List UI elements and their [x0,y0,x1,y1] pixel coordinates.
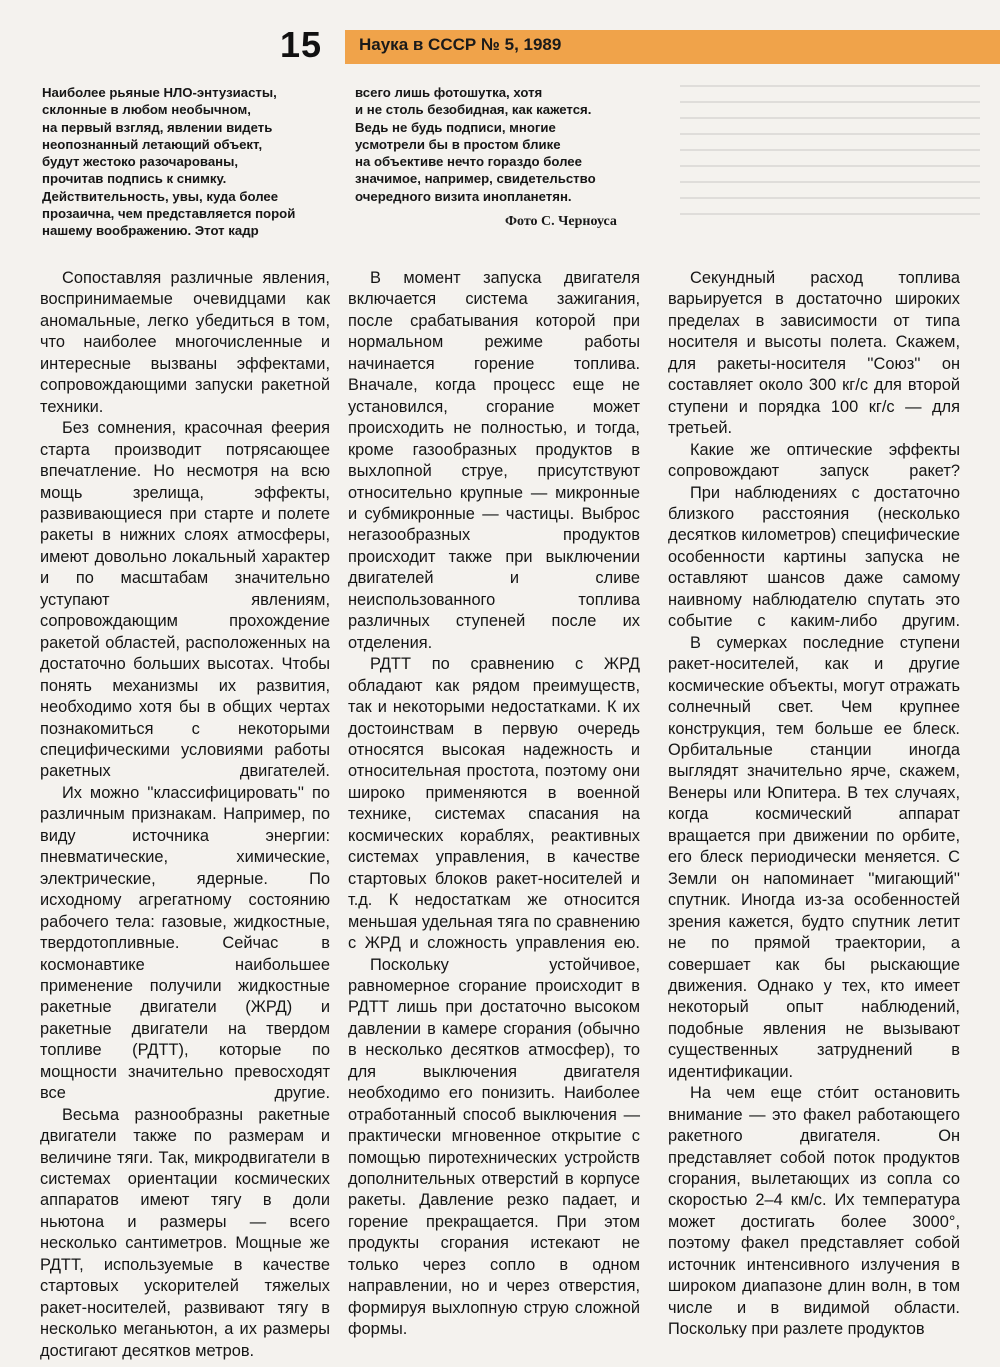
faded-bleed-through [680,85,980,215]
paragraph: В момент запуска двигателя включается система зажигания, после срабатывания которой при нормальном режиме работы начинается горение топлива. Вначале, когда процесс еще не установился, сгорание может происходить не полностью, и тогда, кроме газообразных продуктов в выхлопной струе, присутствуют относительно крупные — микронные и субмикронные — частицы. Выброс негазообразных продуктов происходит также при выключении двигателей и сливе неиспользованного топлива различных ступеней после их отделения. [348,269,640,652]
caption-line: прозаична, чем представляется порой [42,206,296,222]
caption-line: усмотрели бы в простом блике [355,136,561,152]
caption-line: будут жестоко разочарованы, [42,154,239,170]
caption-line: нашему воображению. Этот кадр [42,223,259,239]
caption-line: Наиболее рьяные НЛО-энтузиасты, [42,85,277,100]
paragraph: Их можно ''классифицировать'' по различным признакам. Например, по виду источника энергии: пневматические, химические, электрические, ядерные. По исходному агрегатному состоянию рабочего тела: газовые, жидкостные, твердотопливные. Сейчас в космонавтике наибольшее применение получили жидкостные ракетные двигатели (ЖРД) и ракетные двигатели на твердом топливе (РДТТ), которые по мощности значительно превосходят все другие. [40,783,330,1103]
caption-line: значимое, например, свидетельство [355,171,596,187]
caption-line: прочитав подпись к снимку. [42,171,227,187]
caption-line: на первый взгляд, явлении видеть [42,119,273,135]
paragraph: Весьма разнообразны ракетные двигатели также по размерам и величине тяги. Так, микродвигатели в системах ориентации космических аппаратов имеют тягу в доли ньютона и размеры — всего несколько сантиметров. Мощные же РДТТ, используемые в качестве стартовых ускорителей тяжелых ракет-носителей, развивают тягу в несколько меганьютон, а их размеры достигают десятков метров. [40,1105,330,1360]
caption-line: очередного визита инопланетян. [355,188,572,204]
magazine-issue-title: Наука в СССР № 5, 1989 [359,35,562,54]
photo-credit: Фото С. Черноуса [505,214,617,229]
paragraph: РДТТ по сравнению с ЖРД обладают как рядом преимуществ, так и некоторыми недостатками. К их достоинствам в первую очередь относятся высокая надежность и относительная простота, поэтому они широко применяются в военной технике, системах спасания на космических кораблях, реактивных системах управления, в качестве стартовых блоков ракет-носителей и т.д. К недостаткам же относится меньшая удельная тяга по сравнению с ЖРД и сложность управления ею. [348,655,640,953]
paragraph: Сопоставляя различные явления, воспринимаемые очевидцами как аномальные, легко убедиться в том, что наиболее многочисленные и интересные вызваны эффектами, сопровождающими запуски ракетной техники. [40,269,330,416]
paragraph: В сумерках последние ступени ракет-носителей, как и другие космические объекты, могут отражать солнечный свет. Чем крупнее конструкция, тем больше ее блеск. Орбитальные станции иногда выглядят значительно ярче, скажем, Венеры или Юпитера. В тех случаях, когда космический аппарат вращается при движении по орбите, его блеск периодически меняется. С Земли он напоминает ''мигающий'' спутник. Иногда из-за особенностей зрения кажется, будто спутник летит не по прямой траектории, а совершает как бы рыскающие движения. Однако у тех, кто имеет некоторый опыт наблюдений, подобные явления не вызывают существенных затруднений в идентификации. [668,633,960,1081]
caption-line: на объективе нечто гораздо более [355,154,582,170]
caption-line: Действительность, увы, куда более [42,188,279,204]
paragraph: Поскольку устойчивое, равномерное сгорание происходит в РДТТ лишь при достаточно высоком давлении в камере сгорания (обычно в несколько десятков атмосфер), то для выключения двигателя необходимо его понизить. Наиболее отработанный способ выключения — практически мгновенное открытие с помощью пиротехнических устройств дополнительных отверстий в корпусе ракеты. Давление резко падает, и горение прекращается. При этом продукты сгорания истекают не только через сопло в одном направлении, но и через отверстия, формируя выхлопную струю сложной формы. [348,955,640,1339]
paragraph: На чем еще стóит остановить внимание — это факел работающего ракетного двигателя. Он представляет собой поток продуктов сгорания, вылетающих из сопла со скоростью 2–4 км/с. Их температура может достигать более 3000°, поэтому факел представляет собой источник интенсивного излучения в широком диапазоне длин волн, в том числе и в видимой области. Поскольку при разлете продуктов [668,1084,960,1339]
page-number: 15 [280,24,323,65]
article-column-1 [40,268,330,1362]
header-band [345,30,1000,64]
paragraph: При наблюдениях с достаточно близкого расстояния (несколько десятков километров) специфические особенности картины запуска не оставляют шансов даже самому наивному наблюдателю спутать это событие с каким-либо другим. [668,483,960,631]
caption-line: склонные в любом необычном, [42,102,251,118]
paragraph: Какие же оптические эффекты сопровождают запуск ракет? [668,440,960,481]
article-column-2 [348,268,640,1341]
caption-line: и не столь безобидная, как кажется. [355,102,592,118]
caption-line: неопознанный летающий объект, [42,136,263,152]
article-column-3 [668,268,960,1341]
paragraph: Без сомнения, красочная феерия старта производит потрясающее впечатление. Но несмотря на всю мощь зрелища, эффекты, развивающиеся при старте и полете ракеты в нижних слоях атмосферы, имеют довольно локальный характер и по масштабам значительно уступают явлениям, сопровождающим прохождение ракетой областей, расположенных на достаточно больших высотах. Чтобы понять механизмы их развития, необходимо хотя бы в общих чертах познакомиться с некоторыми специфическими условиями работы ракетных двигателей. [40,419,330,781]
paragraph: Секундный расход топлива варьируется в достаточно широких пределах в зависимости от типа носителя и высоты полета. Скажем, для ракеты-носителя ''Союз'' он составляет около 300 кг/с для второй ступени и порядка 100 кг/с — для третьей. [668,269,960,438]
photo-caption-left [42,84,322,240]
caption-line: всего лишь фотошутка, хотя [355,85,543,100]
photo-caption-right [355,84,645,205]
caption-line: Ведь не будь подписи, многие [355,119,556,135]
